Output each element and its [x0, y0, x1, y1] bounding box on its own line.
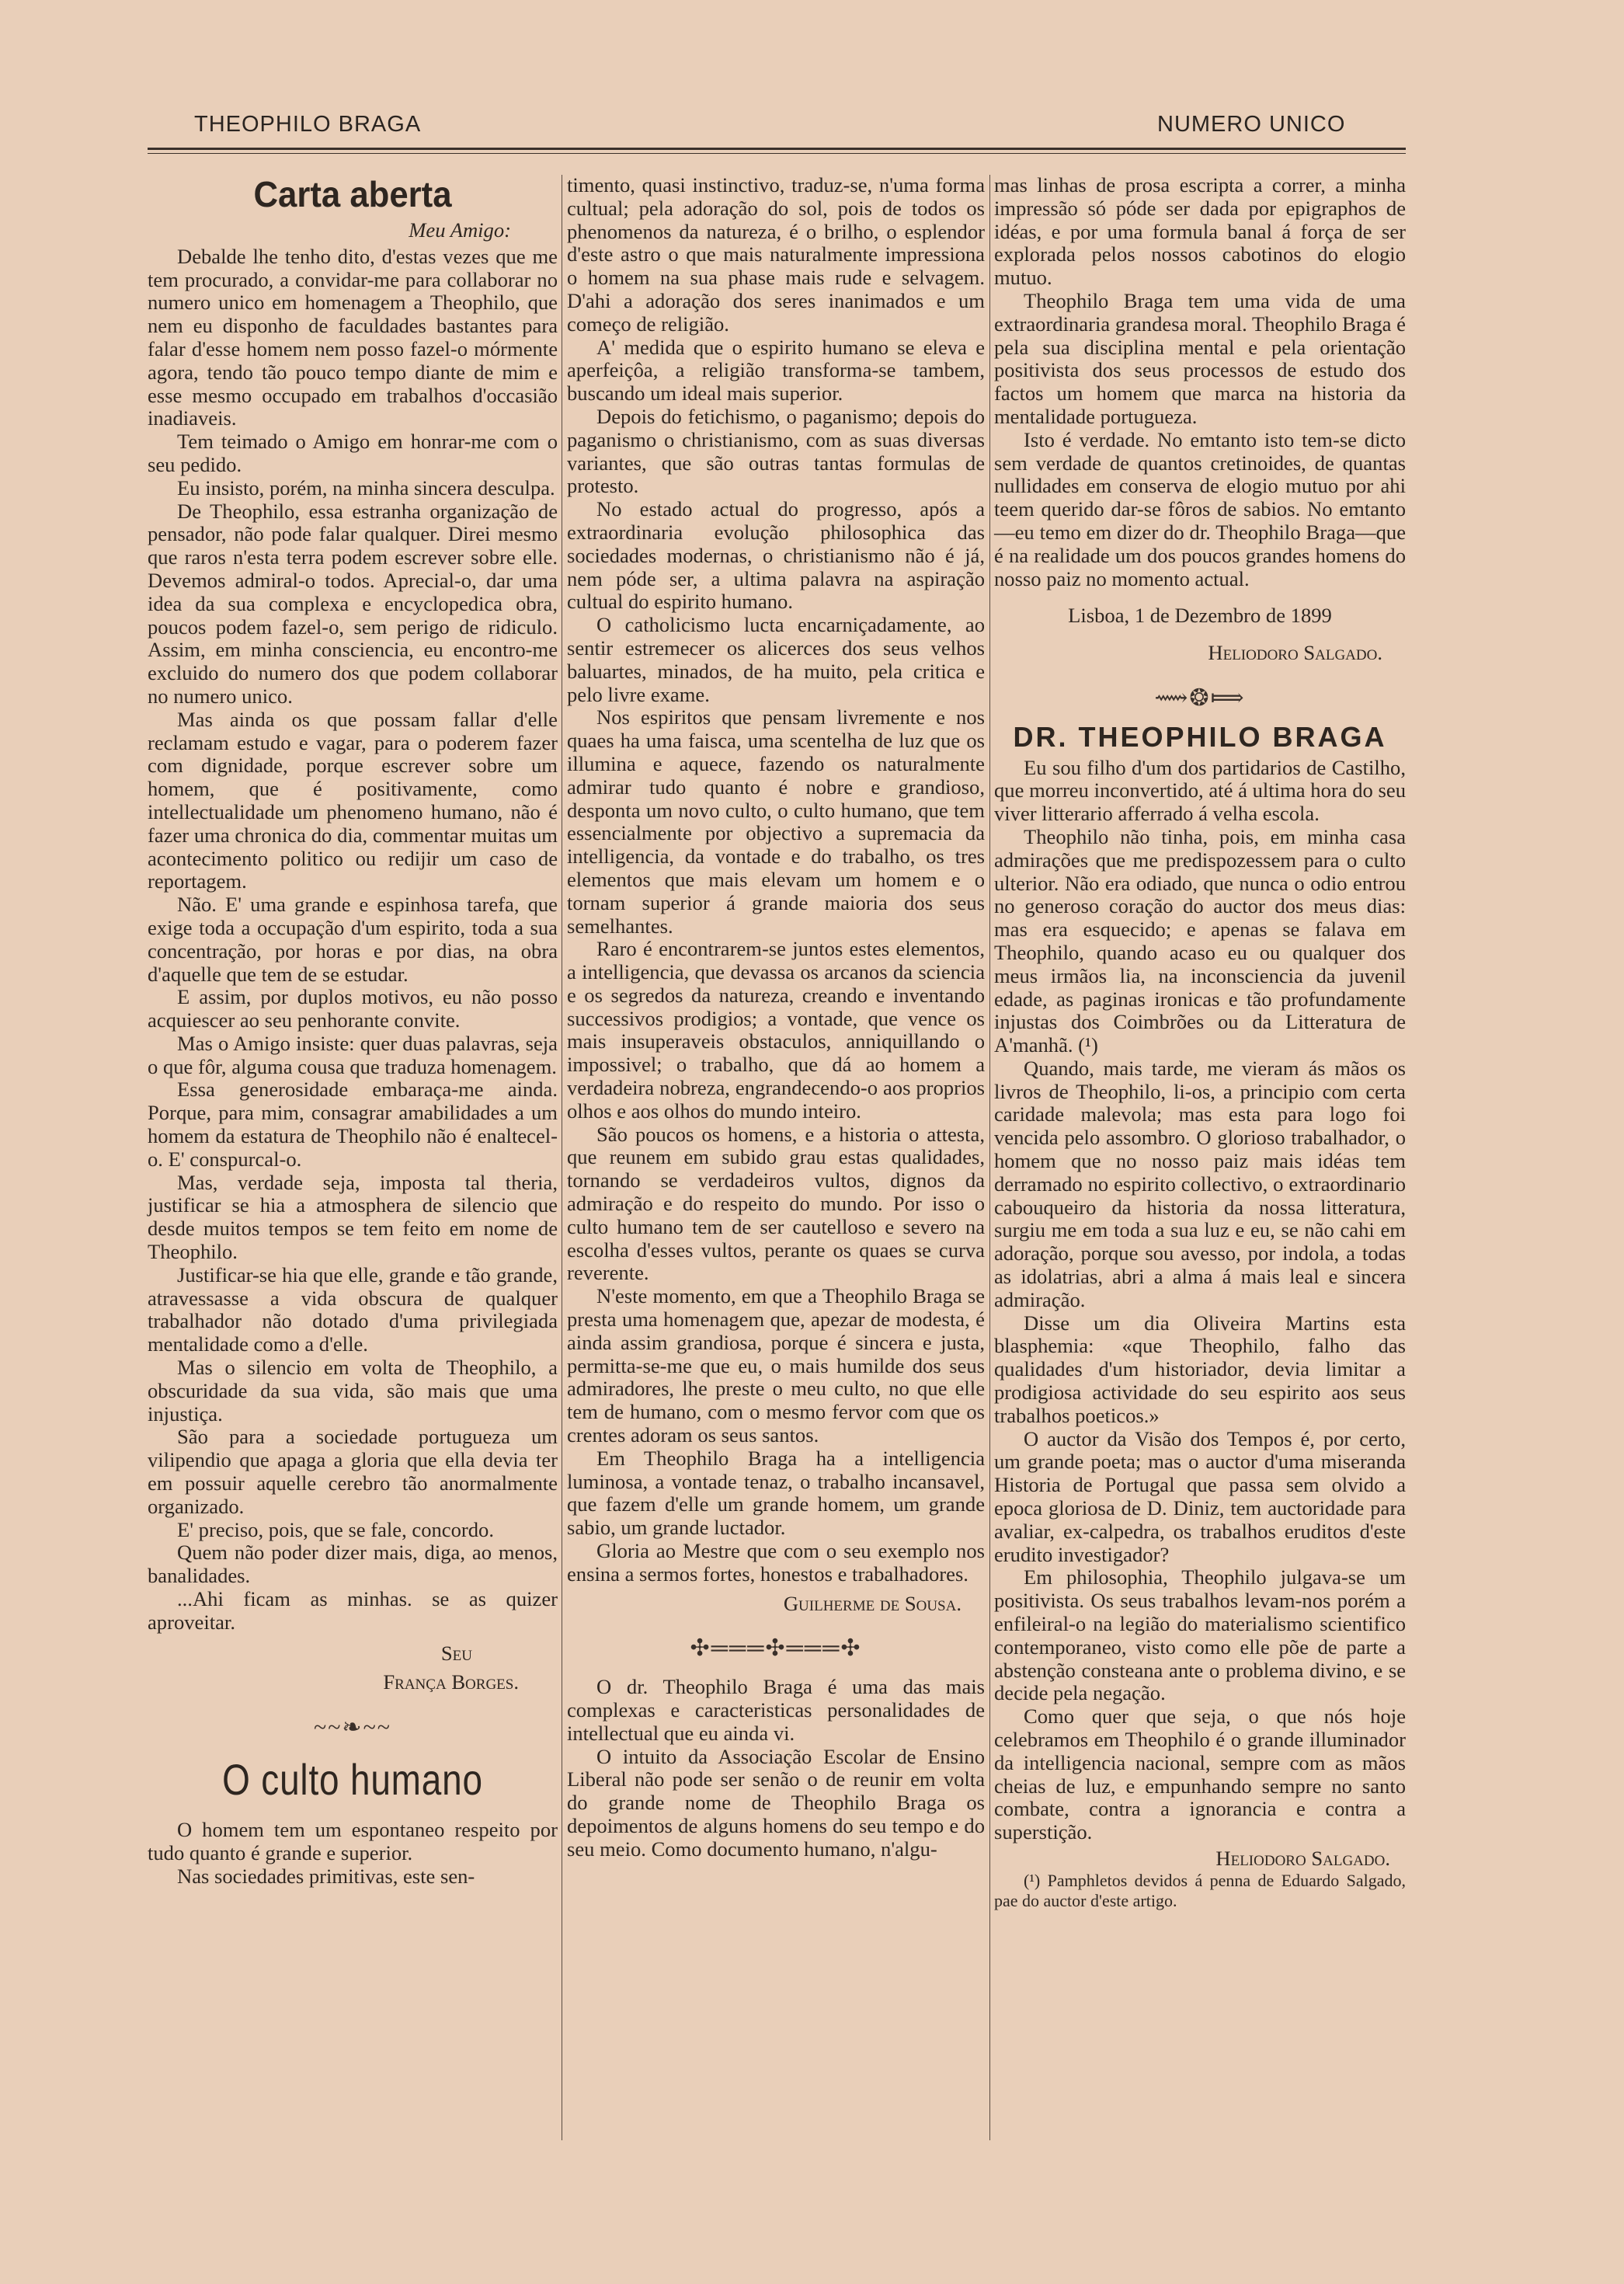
- paragraph: No estado actual do progresso, após a extraordinaria evolução philosophica das sociedades modernas, o christianismo não é já, nem póde ser, a ultima palavra na aspiração cultual do espirito humano.: [567, 497, 985, 614]
- article-title-carta-aberta: Carta aberta: [253, 174, 452, 214]
- paragraph: Mas ainda os que possam fallar d'elle reclamam estudo e vagar, para o poderem fazer com dignidade, porque escrever sobre um homem, que é positivamente, como intellectualidade um phenomeno humano, não é fazer uma chronica do dia, commentar muitas um acontecimento politico ou redijir um caso de reportagem.: [148, 707, 558, 893]
- paragraph: Disse um dia Oliveira Martins esta blasphemia: «que Theophilo, falho das qualidades d'um historiador, devia limitar a prodigiosa actividade do seu espirito aos seus trabalhos poeticos.»: [994, 1311, 1406, 1427]
- paragraph: E assim, por duplos motivos, eu não posso acquiescer ao seu penhorante convite.: [148, 985, 558, 1032]
- paragraph: A' medida que o espirito humano se eleva e aperfeiçôa, a religião transforma-se tambem, buscando um ideal mais superior.: [567, 335, 985, 406]
- ornament-divider: ✣═══✣═══✣: [690, 1635, 862, 1662]
- paragraph: Eu sou filho d'um dos partidarios de Castilho, que morreu inconvertido, até á ultima hora do seu viver litterario afferrado á velha escola.: [994, 755, 1406, 826]
- paragraph: Quando, mais tarde, me vieram ás mãos os livros de Theophilo, li-os, a principio com certa caridade malevola; mas esta para logo foi vencida pelo assombro. O glorioso trabalhador, o homem que no nosso paiz mais idéas tem derramado no espirito collectivo, o extraordinario cabouqueiro da historia da nossa litteratura, surgiu me em toda a sua luz e eu, se não cahi em adoração, porque sou avesso, por indola, a todas as idolatrias, abri a alma á mais leal e sincera admiração.: [994, 1056, 1406, 1311]
- paragraph: Justificar-se hia que elle, grande e tão grande, atravessasse a vida obscura de qualquer trabalhador não dotado d'uma privilegiada mentalidade como a d'elle.: [148, 1262, 558, 1356]
- paragraph: mas linhas de prosa escripta a correr, a minha impressão só póde ser dada por epigraphos de idéas, e por uma formula banal á força de ser explorada pelos nossos cabotinos do elogio mutuo.: [994, 173, 1406, 290]
- signature-guilherme-de-sousa: Guilherme de Sousa.: [783, 1591, 962, 1615]
- footnote: (¹) Pamphletos devidos á penna de Eduardo Salgado, pae do auctor d'este artigo.: [994, 1870, 1406, 1910]
- paragraph: Isto é verdade. No emtanto isto tem-se dicto sem verdade de quantos cretinoides, de quantas nullidades em conserva de elogio mutuo por ahi teem querido dar-se fôros de sabios. No emtanto—eu temo em dizer do dr. Theophilo Braga—que é na realidade um dos poucos grandes homens do nosso paiz no momento actual.: [994, 427, 1406, 590]
- paragraph: Eu insisto, porém, na minha sincera desculpa.: [177, 475, 555, 500]
- paragraph: Nas sociedades primitivas, este sen-: [177, 1864, 475, 1888]
- paragraph: Theophilo não tinha, pois, em minha casa admirações que me predispozessem para o culto ulterior. Não era odiado, que nunca o odio entrou no generoso coração do auctor dos meus dias: mas era esquecido; e apenas se falava em Theophilo, quando acaso eu ou qualquer dos meus irmãos lia, na inconsciencia da juvenil edade, as paginas ironicas e tão profundamente injustas dos Coimbrões ou da Litteratura de A'manhã. (¹): [994, 824, 1406, 1057]
- article-title-dr-theophilo-braga: DR. THEOPHILO BRAGA: [1013, 720, 1387, 753]
- paragraph: Em philosophia, Theophilo julgava-se um positivista. Os seus trabalhos levam-nos porém a enfileiral-o na legião do materialismo scientifico contemporaneo, visto como elle põe de parte a abstenção consteana ante o problema divino, e se decide pela negação.: [994, 1565, 1406, 1705]
- paragraph: Depois do fetichismo, o paganismo; depois do paganismo o christianismo, com as suas diversas variantes, que são outras tantas formulas de protesto.: [567, 404, 985, 498]
- paragraph: timento, quasi instinctivo, traduz-se, n'uma forma cultual; pela adoração do sol, pois de todos os phenomenos da natureza, é o brilho, o esplendor d'este astro o que mais naturalmente impressiona o homem na sua phase mais rude e selvagem. D'ahi a adoração dos seres inanimados e um começo de religião.: [567, 173, 985, 336]
- dateline: Lisboa, 1 de Dezembro de 1899: [1068, 604, 1332, 628]
- paragraph: São poucos os homens, e a historia o attesta, que reunem em subido grau estas qualidades, tornando se verdadeiros vultos, dignos da admiração e do respeito do mundo. Por isso o culto humano tem de ser cautelloso e severo na escolha d'esses vultos, perante os quaes se curva reverente.: [567, 1122, 985, 1285]
- paragraph: Mas o silencio em volta de Theophilo, a obscuridade da sua vida, são mais que uma injustiça.: [148, 1356, 558, 1426]
- paragraph: Nos espiritos que pensam livremente e nos quaes ha uma faisca, uma scentelha de luz que os illumina e aquece, fazendo os naturalmente admirar tudo quanto é nobre e grandioso, desponta um novo culto, o culto humano, que tem essencialmente por objectivo a supremacia da intelligencia, da vontade e do trabalho, os tres elementos que mais elevam um homem e o tornam superior á grande maioria dos seus semelhantes.: [567, 705, 985, 938]
- ornament-divider: ⟿❂⟾: [1154, 684, 1246, 711]
- article-title-culto-humano: O culto humano: [222, 1755, 483, 1804]
- column-1: [148, 174, 558, 1888]
- column-divider: [989, 175, 990, 2140]
- signature-jose-benevides: Heliodoro Salgado.: [1208, 641, 1382, 665]
- paragraph: O homem tem um espontaneo respeito por tudo quanto é grande e superior.: [148, 1818, 558, 1864]
- paragraph: O auctor da Visão dos Tempos é, por certo, um grande poeta; mas o auctor d'uma miseranda Historia de Portugal que passa sem olvido a epoca gloriosa de D. Diniz, tem auctoridade para avaliar, ex-calpedra, os trabalhos eruditos d'este erudito investigador?: [994, 1426, 1406, 1566]
- paragraph: O intuito da Associação Escolar de Ensino Liberal não pode ser senão o de reunir em volta do grande nome de Theophilo Braga os depoimentos de alguns homens do seu tempo e do seu meio. Como documento humano, n'algu-: [567, 1744, 985, 1861]
- running-header-issue: NUMERO UNICO: [1157, 112, 1346, 137]
- paragraph: E' preciso, pois, que se fale, concordo.: [177, 1517, 494, 1541]
- running-header-title: THEOPHILO BRAGA: [194, 112, 422, 137]
- paragraph: O catholicismo lucta encarniçadamente, ao sentir estremecer os alicerces dos seus velhos baluartes, minados, de ha muito, pela critica e pelo livre exame.: [567, 613, 985, 706]
- paragraph: Tem teimado o Amigo em honrar-me com o seu pedido.: [148, 430, 558, 476]
- paragraph: ...Ahi ficam as minhas. se as quizer aproveitar.: [148, 1587, 558, 1634]
- salutation: Meu Amigo:: [409, 218, 511, 242]
- paragraph: Como quer que seja, o que nós hoje celebramos em Theophilo é o grande illuminador da intelligencia nacional, sempre com as mãos cheias de luz, e empunhando sempre no santo combate, contra a ignorancia e contra a superstição.: [994, 1704, 1406, 1844]
- paragraph: São para a sociedade portugueza um vilipendio que apaga a gloria que ella devia ter em possuir aquelle cerebro tão anormalmente organizado.: [148, 1425, 558, 1518]
- column-3: [994, 174, 1406, 1911]
- paragraph: Mas o Amigo insiste: quer duas palavras, seja o que fôr, alguma cousa que traduza homenagem.: [148, 1031, 558, 1078]
- signature-heliodoro-salgado: Heliodoro Salgado.: [1215, 1846, 1390, 1870]
- paragraph: N'este momento, em que a Theophilo Braga se presta uma homenagem que, apezar de modesta, é ainda assim grandiosa, porque é sincera e justa, permitta-se-me que eu, o mais humilde dos seus admiradores, lhe preste o meu culto, no que elle tem de humano, com o mesmo fervor com que os crentes adoram os seus santos.: [567, 1284, 985, 1447]
- paragraph: Gloria ao Mestre que com o seu exemplo nos ensina a sermos fortes, honestos e trabalhadores.: [567, 1539, 985, 1586]
- paragraph: Mas, verdade seja, imposta tal theria, justificar se hia a atmosphera de silencio que desde muitos tempos se tem feito em nome de Theophilo.: [148, 1170, 558, 1264]
- paragraph: O dr. Theophilo Braga é uma das mais complexas e caracteristicas personalidades de intellectual que eu ainda vi.: [567, 1675, 985, 1745]
- paragraph: Não. E' uma grande e espinhosa tarefa, que exige toda a occupação d'um espirito, toda a sua concentração, por horas e por dias, na obra d'aquelle que tem de se estudar.: [148, 893, 558, 986]
- column-2: [567, 174, 985, 1861]
- signature-franca-borges: França Borges.: [383, 1670, 519, 1694]
- paragraph: Raro é encontrarem-se juntos estes elementos, a intelligencia, que devassa os arcanos da sciencia e os segredos da natureza, creando e inventando successivos prodigios; a vontade, que vence os mais insuperaveis obstaculos, anniquillando o impossivel; o trabalho, que dá ao homem a verdadeira nobreza, engrandecendo-o aos proprios olhos e aos olhos do mundo inteiro.: [567, 937, 985, 1123]
- closing-word: Seu: [440, 1641, 472, 1665]
- paragraph: Em Theophilo Braga ha a intelligencia luminosa, a vontade tenaz, o trabalho incansavel, que fazem d'elle um grande homem, um grande sabio, um grande luctador.: [567, 1446, 985, 1540]
- paragraph: Quem não poder dizer mais, diga, ao menos, banalidades.: [148, 1541, 558, 1588]
- ornament-divider: ~~❧~~: [313, 1715, 392, 1741]
- paragraph: Theophilo Braga tem uma vida de uma extraordinaria grandesa moral. Theophilo Braga é pela sua disciplina mental e pela orientação positivista dos seus processos de estudo dos factos um homem que marca na historia da mentalidade portugueza.: [994, 288, 1406, 428]
- header-rule: [148, 148, 1406, 154]
- paragraph: Debalde lhe tenho dito, d'estas vezes que me tem procurado, a convidar-me para collaborar no numero unico em homenagem a Theophilo, que nem eu disponho de faculdades bastantes para falar d'esse homem nem posso fazel-o mórmente agora, tendo tão pouco tempo diante de mim e esse mesmo occupado em trabalhos d'occasião inadiaveis.: [148, 244, 558, 430]
- paragraph: De Theophilo, essa estranha organização de pensador, não pode falar qualquer. Direi mesmo que raros n'esta terra podem escrever sobre elle. Devemos admiral-o todos. Aprecial-o, dar uma idea da sua complexa e encyclopedica obra, poucos podem fazel-o, sem perigo de ridiculo. Assim, em minha consciencia, eu encontro-me excluido do numero dos que podem collaborar no numero unico.: [148, 499, 558, 708]
- paragraph: Essa generosidade embaraça-me ainda. Porque, para mim, consagrar amabilidades a um homem da estatura de Theophilo não é enaltecel-o. E' conspurcal-o.: [148, 1078, 558, 1171]
